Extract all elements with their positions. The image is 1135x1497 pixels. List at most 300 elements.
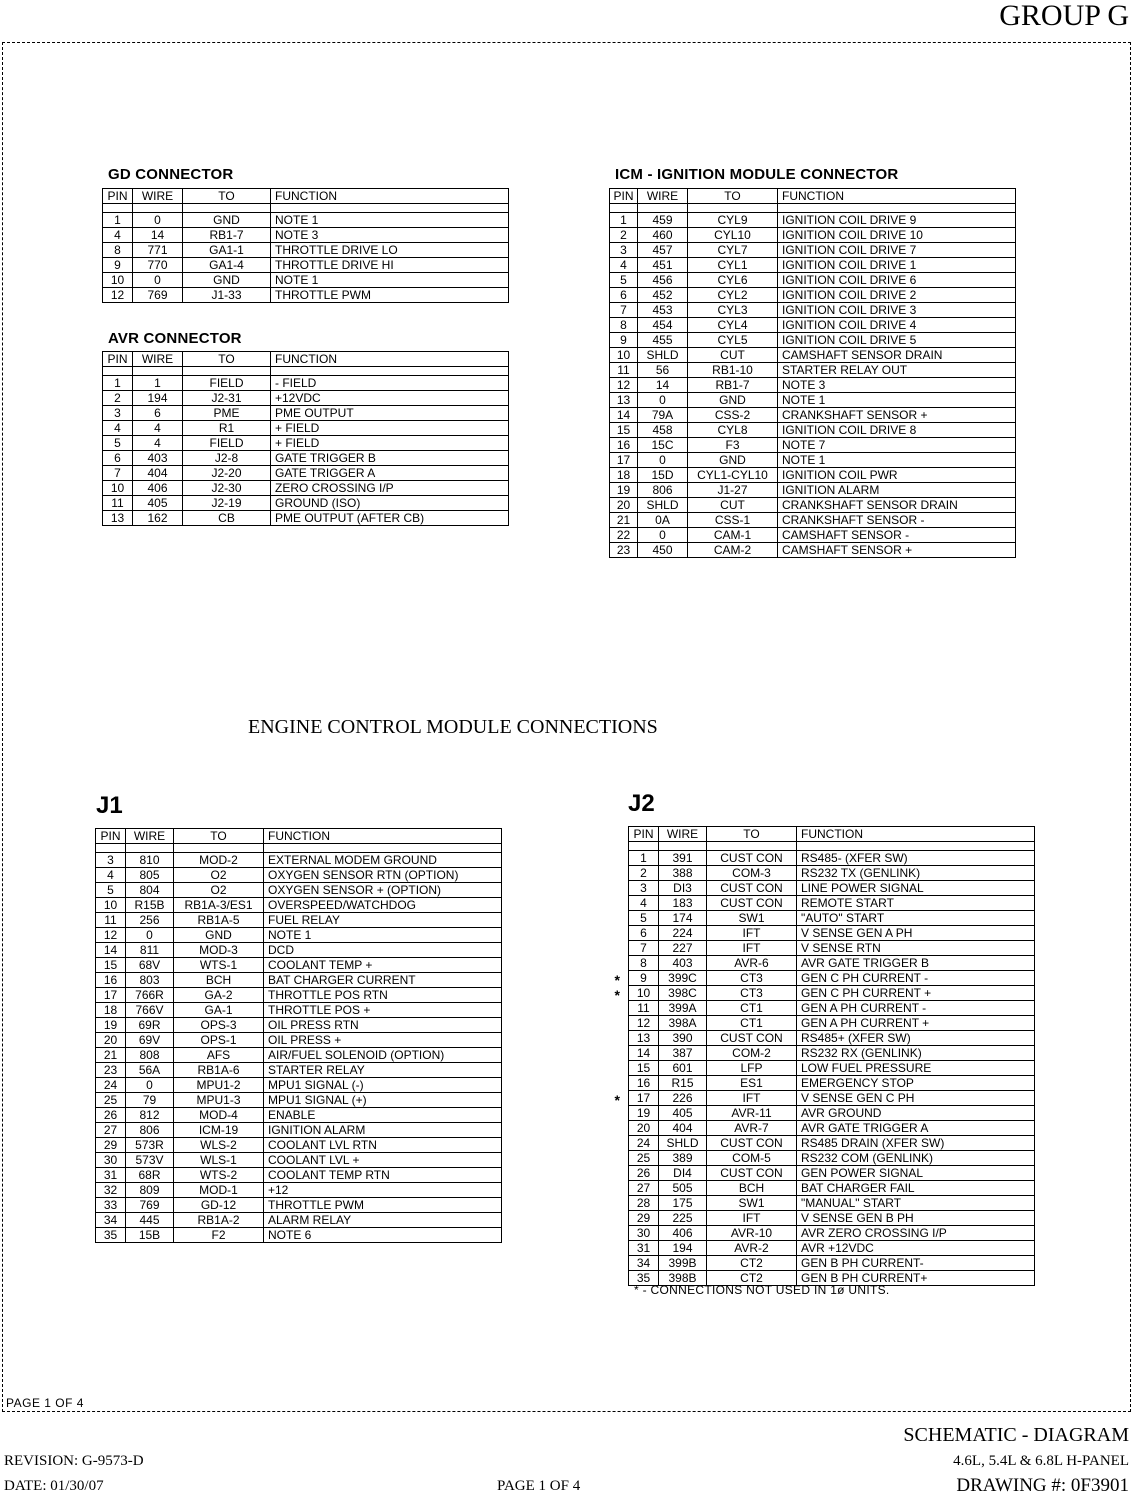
wire-cell: 15C bbox=[638, 438, 688, 453]
table-row bbox=[629, 1181, 1035, 1196]
wire-cell: 811 bbox=[126, 943, 174, 958]
to-cell: IFT bbox=[707, 926, 797, 941]
table-row bbox=[610, 408, 1016, 423]
table-row bbox=[96, 913, 502, 928]
function-cell: LINE POWER SIGNAL bbox=[797, 881, 1035, 896]
pin-cell: 6 bbox=[103, 451, 133, 466]
to-cell: COM-3 bbox=[707, 866, 797, 881]
table-row bbox=[610, 228, 1016, 243]
pin-cell: 34 bbox=[629, 1256, 659, 1271]
pin-cell: 6 bbox=[610, 288, 638, 303]
to-cell: AVR-7 bbox=[707, 1121, 797, 1136]
pin-cell: 22 bbox=[610, 528, 638, 543]
to-cell: MOD-3 bbox=[174, 943, 264, 958]
to-cell: GND bbox=[174, 928, 264, 943]
schematic-diagram-label: SCHEMATIC - DIAGRAM bbox=[903, 1424, 1129, 1446]
revision-label: REVISION: G-9573-D bbox=[4, 1453, 144, 1469]
pin-cell: 4 bbox=[629, 896, 659, 911]
function-cell: +12VDC bbox=[271, 391, 509, 406]
to-cell: CAM-1 bbox=[688, 528, 778, 543]
to-cell: CUST CON bbox=[707, 1031, 797, 1046]
function-cell: RS232 TX (GENLINK) bbox=[797, 866, 1035, 881]
function-cell: DCD bbox=[264, 943, 502, 958]
function-cell: COOLANT TEMP RTN bbox=[264, 1168, 502, 1183]
wire-cell: 456 bbox=[638, 273, 688, 288]
wire-cell: 227 bbox=[659, 941, 707, 956]
wire-cell: 404 bbox=[133, 466, 183, 481]
to-cell: GND bbox=[688, 453, 778, 468]
pin-cell: 25 bbox=[96, 1093, 126, 1108]
wire-cell: 399C bbox=[659, 971, 707, 986]
to-cell: CYL2 bbox=[688, 288, 778, 303]
table-row bbox=[96, 1003, 502, 1018]
table-row bbox=[629, 1076, 1035, 1091]
pin-cell: 12 bbox=[629, 1016, 659, 1031]
table-row bbox=[96, 1198, 502, 1213]
function-cell: GEN C PH CURRENT - bbox=[797, 971, 1035, 986]
wire-cell: 398A bbox=[659, 1016, 707, 1031]
function-cell: GROUND (ISO) bbox=[271, 496, 509, 511]
to-cell: J2-20 bbox=[183, 466, 271, 481]
to-cell: GA1-4 bbox=[183, 258, 271, 273]
table-row bbox=[629, 1136, 1035, 1151]
pin-cell: 14 bbox=[629, 1046, 659, 1061]
function-cell: GEN POWER SIGNAL bbox=[797, 1166, 1035, 1181]
to-cell: CYL6 bbox=[688, 273, 778, 288]
to-cell: CUST CON bbox=[707, 1166, 797, 1181]
wire-cell: 812 bbox=[126, 1108, 174, 1123]
wire-cell: 406 bbox=[659, 1226, 707, 1241]
pin-cell: 12 bbox=[96, 928, 126, 943]
to-cell: CYL3 bbox=[688, 303, 778, 318]
table-row bbox=[96, 1033, 502, 1048]
function-cell: BAT CHARGER CURRENT bbox=[264, 973, 502, 988]
to-cell: J1-27 bbox=[688, 483, 778, 498]
gd-connector-title: GD CONNECTOR bbox=[108, 166, 234, 183]
pin-cell: 11 bbox=[629, 1001, 659, 1016]
wire-cell: 804 bbox=[126, 883, 174, 898]
table-row bbox=[629, 926, 1035, 941]
function-cell: GATE TRIGGER B bbox=[271, 451, 509, 466]
function-cell: IGNITION COIL DRIVE 10 bbox=[778, 228, 1016, 243]
wire-cell: 389 bbox=[659, 1151, 707, 1166]
to-cell: WTS-2 bbox=[174, 1168, 264, 1183]
table-row bbox=[629, 911, 1035, 926]
table-row bbox=[96, 1048, 502, 1063]
function-cell: GEN A PH CURRENT - bbox=[797, 1001, 1035, 1016]
function-cell: + FIELD bbox=[271, 421, 509, 436]
column-header: TO bbox=[688, 189, 778, 204]
function-cell: RS485- (XFER SW) bbox=[797, 851, 1035, 866]
wire-cell: 15B bbox=[126, 1228, 174, 1243]
to-cell: FIELD bbox=[183, 376, 271, 391]
function-cell: PME OUTPUT bbox=[271, 406, 509, 421]
pin-cell: 23 bbox=[96, 1063, 126, 1078]
wire-cell: 4 bbox=[133, 421, 183, 436]
to-cell: AFS bbox=[174, 1048, 264, 1063]
pin-cell: 35 bbox=[96, 1228, 126, 1243]
pin-cell: 23 bbox=[610, 543, 638, 558]
pin-cell: 10 bbox=[96, 898, 126, 913]
wire-cell: 806 bbox=[126, 1123, 174, 1138]
function-cell: IGNITION COIL DRIVE 9 bbox=[778, 213, 1016, 228]
function-cell: GEN B PH CURRENT+ bbox=[797, 1271, 1035, 1286]
table-row bbox=[629, 941, 1035, 956]
table-row bbox=[610, 303, 1016, 318]
pin-cell: 5 bbox=[96, 883, 126, 898]
pin-cell: 24 bbox=[629, 1136, 659, 1151]
wire-cell: 69V bbox=[126, 1033, 174, 1048]
to-cell: BCH bbox=[707, 1181, 797, 1196]
to-cell: J2-19 bbox=[183, 496, 271, 511]
table-row bbox=[629, 1241, 1035, 1256]
function-cell: FUEL RELAY bbox=[264, 913, 502, 928]
wire-cell: 0 bbox=[638, 528, 688, 543]
wire-cell: 451 bbox=[638, 258, 688, 273]
wire-cell: 391 bbox=[659, 851, 707, 866]
column-header: FUNCTION bbox=[271, 189, 509, 204]
table-row bbox=[629, 1196, 1035, 1211]
wire-cell: SHLD bbox=[638, 498, 688, 513]
to-cell: AVR-11 bbox=[707, 1106, 797, 1121]
table-row bbox=[96, 1123, 502, 1138]
function-cell: THROTTLE DRIVE HI bbox=[271, 258, 509, 273]
table-row bbox=[610, 378, 1016, 393]
to-cell: MOD-4 bbox=[174, 1108, 264, 1123]
function-cell: OXYGEN SENSOR + (OPTION) bbox=[264, 883, 502, 898]
column-header: PIN bbox=[103, 352, 133, 367]
function-cell: REMOTE START bbox=[797, 896, 1035, 911]
to-cell: IFT bbox=[707, 1091, 797, 1106]
pin-cell: 15 bbox=[629, 1061, 659, 1076]
pin-cell: 27 bbox=[629, 1181, 659, 1196]
column-header: TO bbox=[183, 352, 271, 367]
pin-cell: 18 bbox=[96, 1003, 126, 1018]
pin-cell: 1 bbox=[103, 213, 133, 228]
function-cell: NOTE 1 bbox=[778, 453, 1016, 468]
function-cell: THROTTLE DRIVE LO bbox=[271, 243, 509, 258]
pin-cell: 10 bbox=[103, 273, 133, 288]
to-cell: RB1A-3/ES1 bbox=[174, 898, 264, 913]
to-cell: GA1-1 bbox=[183, 243, 271, 258]
pin-cell: 19 bbox=[610, 483, 638, 498]
to-cell: IFT bbox=[707, 1211, 797, 1226]
to-cell: CYL4 bbox=[688, 318, 778, 333]
pin-cell: 10 bbox=[610, 348, 638, 363]
table-row bbox=[96, 988, 502, 1003]
to-cell: PME bbox=[183, 406, 271, 421]
table-row bbox=[610, 258, 1016, 273]
icm-connector-table bbox=[609, 188, 1016, 558]
wire-cell: 0 bbox=[126, 928, 174, 943]
function-cell: V SENSE GEN C PH bbox=[797, 1091, 1035, 1106]
table-row bbox=[610, 483, 1016, 498]
column-header: FUNCTION bbox=[797, 827, 1035, 842]
table-row bbox=[629, 1211, 1035, 1226]
table-row bbox=[629, 866, 1035, 881]
pin-cell: 28 bbox=[629, 1196, 659, 1211]
pin-cell: 17 bbox=[629, 1091, 659, 1106]
pin-cell: 15 bbox=[610, 423, 638, 438]
column-header: WIRE bbox=[638, 189, 688, 204]
function-cell: RS485 DRAIN (XFER SW) bbox=[797, 1136, 1035, 1151]
pin-cell: 17 bbox=[96, 988, 126, 1003]
table-row bbox=[629, 1226, 1035, 1241]
table-header-row bbox=[103, 189, 509, 204]
pin-cell: 9 bbox=[103, 258, 133, 273]
pin-cell: 18 bbox=[610, 468, 638, 483]
j2-footnote: * - CONNECTIONS NOT USED IN 1ø UNITS. bbox=[634, 1283, 890, 1297]
wire-cell: 6 bbox=[133, 406, 183, 421]
to-cell: CAM-2 bbox=[688, 543, 778, 558]
wire-cell: 809 bbox=[126, 1183, 174, 1198]
to-cell: CT3 bbox=[707, 971, 797, 986]
to-cell: CT1 bbox=[707, 1001, 797, 1016]
table-row bbox=[96, 1078, 502, 1093]
pin-cell: 29 bbox=[629, 1211, 659, 1226]
wire-cell: 162 bbox=[133, 511, 183, 526]
pin-cell: 3 bbox=[610, 243, 638, 258]
to-cell: CT3 bbox=[707, 986, 797, 1001]
pin-cell: 4 bbox=[96, 868, 126, 883]
wire-cell: 399B bbox=[659, 1256, 707, 1271]
wire-cell: 806 bbox=[638, 483, 688, 498]
wire-cell: 399A bbox=[659, 1001, 707, 1016]
wire-cell: 79 bbox=[126, 1093, 174, 1108]
wire-cell: 573R bbox=[126, 1138, 174, 1153]
table-row bbox=[96, 1228, 502, 1243]
table-row bbox=[103, 273, 509, 288]
table-row bbox=[610, 243, 1016, 258]
wire-cell: 56 bbox=[638, 363, 688, 378]
function-cell: COOLANT TEMP + bbox=[264, 958, 502, 973]
wire-cell: 766V bbox=[126, 1003, 174, 1018]
wire-cell: 403 bbox=[133, 451, 183, 466]
wire-cell: 455 bbox=[638, 333, 688, 348]
to-cell: GA-1 bbox=[174, 1003, 264, 1018]
table-row bbox=[629, 1046, 1035, 1061]
column-header: TO bbox=[183, 189, 271, 204]
table-header-row bbox=[96, 829, 502, 844]
function-cell: - FIELD bbox=[271, 376, 509, 391]
pin-cell: 5 bbox=[610, 273, 638, 288]
to-cell: SW1 bbox=[707, 1196, 797, 1211]
pin-cell: 2 bbox=[103, 391, 133, 406]
pin-cell: 32 bbox=[96, 1183, 126, 1198]
function-cell: NOTE 1 bbox=[271, 273, 509, 288]
table-row bbox=[96, 898, 502, 913]
table-row bbox=[629, 1091, 1035, 1106]
table-row bbox=[629, 1256, 1035, 1271]
function-cell: IGNITION COIL DRIVE 5 bbox=[778, 333, 1016, 348]
table-header-row bbox=[610, 189, 1016, 204]
function-cell: RS485+ (XFER SW) bbox=[797, 1031, 1035, 1046]
j2-connector-table bbox=[628, 826, 1035, 1286]
pin-cell: 5 bbox=[629, 911, 659, 926]
wire-cell: 0 bbox=[133, 273, 183, 288]
column-header: TO bbox=[707, 827, 797, 842]
table-row bbox=[610, 423, 1016, 438]
to-cell: FIELD bbox=[183, 436, 271, 451]
function-cell: THROTTLE POS + bbox=[264, 1003, 502, 1018]
wire-cell: 68R bbox=[126, 1168, 174, 1183]
to-cell: CYL8 bbox=[688, 423, 778, 438]
pin-cell: 8 bbox=[103, 243, 133, 258]
table-row bbox=[610, 438, 1016, 453]
table-row bbox=[103, 421, 509, 436]
wire-cell: 68V bbox=[126, 958, 174, 973]
wire-cell: DI3 bbox=[659, 881, 707, 896]
wire-cell: 226 bbox=[659, 1091, 707, 1106]
to-cell: WTS-1 bbox=[174, 958, 264, 973]
to-cell: AVR-6 bbox=[707, 956, 797, 971]
table-row bbox=[610, 528, 1016, 543]
wire-cell: 0 bbox=[638, 453, 688, 468]
wire-cell: 224 bbox=[659, 926, 707, 941]
pin-cell: 24 bbox=[96, 1078, 126, 1093]
to-cell: J2-30 bbox=[183, 481, 271, 496]
function-cell: OXYGEN SENSOR RTN (OPTION) bbox=[264, 868, 502, 883]
function-cell: NOTE 7 bbox=[778, 438, 1016, 453]
table-row bbox=[96, 928, 502, 943]
to-cell: WLS-1 bbox=[174, 1153, 264, 1168]
pin-cell: 10 bbox=[629, 986, 659, 1001]
pin-cell: 30 bbox=[629, 1226, 659, 1241]
avr-connector-title: AVR CONNECTOR bbox=[108, 330, 242, 347]
table-row bbox=[96, 853, 502, 868]
table-row bbox=[629, 986, 1035, 1001]
wire-cell: SHLD bbox=[659, 1136, 707, 1151]
wire-cell: R15B bbox=[126, 898, 174, 913]
function-cell: IGNITION COIL PWR bbox=[778, 468, 1016, 483]
pin-cell: 20 bbox=[629, 1121, 659, 1136]
to-cell: CB bbox=[183, 511, 271, 526]
wire-cell: 0A bbox=[638, 513, 688, 528]
table-row bbox=[629, 1121, 1035, 1136]
wire-cell: 460 bbox=[638, 228, 688, 243]
function-cell: V SENSE GEN A PH bbox=[797, 926, 1035, 941]
wire-cell: 803 bbox=[126, 973, 174, 988]
function-cell: BAT CHARGER FAIL bbox=[797, 1181, 1035, 1196]
to-cell: CYL7 bbox=[688, 243, 778, 258]
to-cell: SW1 bbox=[707, 911, 797, 926]
avr-connector-table bbox=[102, 351, 509, 526]
column-header: WIRE bbox=[133, 352, 183, 367]
to-cell: RB1A-5 bbox=[174, 913, 264, 928]
pin-cell: 5 bbox=[103, 436, 133, 451]
table-row bbox=[629, 956, 1035, 971]
wire-cell: 390 bbox=[659, 1031, 707, 1046]
wire-cell: 445 bbox=[126, 1213, 174, 1228]
function-cell: MPU1 SIGNAL (+) bbox=[264, 1093, 502, 1108]
wire-cell: 398C bbox=[659, 986, 707, 1001]
function-cell: NOTE 1 bbox=[778, 393, 1016, 408]
pin-cell: 13 bbox=[629, 1031, 659, 1046]
to-cell: MPU1-2 bbox=[174, 1078, 264, 1093]
wire-cell: 69R bbox=[126, 1018, 174, 1033]
table-row bbox=[629, 1166, 1035, 1181]
wire-cell: 225 bbox=[659, 1211, 707, 1226]
group-label: GROUP G bbox=[999, 0, 1129, 32]
wire-cell: 4 bbox=[133, 436, 183, 451]
table-header-row bbox=[629, 827, 1035, 842]
table-row bbox=[96, 883, 502, 898]
to-cell: CYL10 bbox=[688, 228, 778, 243]
table-row bbox=[96, 1093, 502, 1108]
to-cell: CUT bbox=[688, 348, 778, 363]
unused-connection-marker: * bbox=[614, 1091, 620, 1108]
wire-cell: SHLD bbox=[638, 348, 688, 363]
wire-cell: 505 bbox=[659, 1181, 707, 1196]
function-cell: CAMSHAFT SENSOR DRAIN bbox=[778, 348, 1016, 363]
main-title: ENGINE CONTROL MODULE CONNECTIONS bbox=[248, 716, 658, 738]
wire-cell: 387 bbox=[659, 1046, 707, 1061]
table-row bbox=[629, 881, 1035, 896]
to-cell: CSS-2 bbox=[688, 408, 778, 423]
table-row bbox=[610, 273, 1016, 288]
table-row bbox=[629, 851, 1035, 866]
pin-cell: 4 bbox=[103, 228, 133, 243]
function-cell: GEN A PH CURRENT + bbox=[797, 1016, 1035, 1031]
pin-cell: 35 bbox=[629, 1271, 659, 1286]
to-cell: CUST CON bbox=[707, 1136, 797, 1151]
pin-cell: 11 bbox=[103, 496, 133, 511]
pin-cell: 2 bbox=[610, 228, 638, 243]
table-row bbox=[629, 1031, 1035, 1046]
wire-cell: 14 bbox=[638, 378, 688, 393]
wire-cell: DI4 bbox=[659, 1166, 707, 1181]
table-row bbox=[610, 498, 1016, 513]
column-header: WIRE bbox=[126, 829, 174, 844]
function-cell: THROTTLE PWM bbox=[264, 1198, 502, 1213]
wire-cell: 398B bbox=[659, 1271, 707, 1286]
to-cell: RB1-7 bbox=[688, 378, 778, 393]
column-header: WIRE bbox=[133, 189, 183, 204]
pin-cell: 9 bbox=[629, 971, 659, 986]
page-number: PAGE 1 OF 4 bbox=[497, 1478, 581, 1494]
pin-cell: 11 bbox=[610, 363, 638, 378]
pin-cell: 27 bbox=[96, 1123, 126, 1138]
wire-cell: 183 bbox=[659, 896, 707, 911]
to-cell: MPU1-3 bbox=[174, 1093, 264, 1108]
table-row bbox=[96, 1183, 502, 1198]
function-cell: CAMSHAFT SENSOR - bbox=[778, 528, 1016, 543]
pin-cell: 1 bbox=[103, 376, 133, 391]
icm-connector-title: ICM - IGNITION MODULE CONNECTOR bbox=[615, 166, 899, 183]
function-cell: IGNITION COIL DRIVE 4 bbox=[778, 318, 1016, 333]
wire-cell: 194 bbox=[659, 1241, 707, 1256]
pin-cell: 8 bbox=[629, 956, 659, 971]
wire-cell: 450 bbox=[638, 543, 688, 558]
pin-cell: 15 bbox=[96, 958, 126, 973]
function-cell: IGNITION COIL DRIVE 6 bbox=[778, 273, 1016, 288]
function-cell: IGNITION COIL DRIVE 1 bbox=[778, 258, 1016, 273]
function-cell: PME OUTPUT (AFTER CB) bbox=[271, 511, 509, 526]
to-cell: J2-31 bbox=[183, 391, 271, 406]
table-row bbox=[610, 348, 1016, 363]
pin-cell: 13 bbox=[610, 393, 638, 408]
gd-connector-table bbox=[102, 188, 509, 303]
column-header: PIN bbox=[96, 829, 126, 844]
table-row bbox=[103, 511, 509, 526]
table-row bbox=[610, 453, 1016, 468]
to-cell: O2 bbox=[174, 883, 264, 898]
pin-cell: 20 bbox=[96, 1033, 126, 1048]
function-cell: ALARM RELAY bbox=[264, 1213, 502, 1228]
wire-cell: 810 bbox=[126, 853, 174, 868]
wire-cell: 404 bbox=[659, 1121, 707, 1136]
table-row bbox=[103, 406, 509, 421]
